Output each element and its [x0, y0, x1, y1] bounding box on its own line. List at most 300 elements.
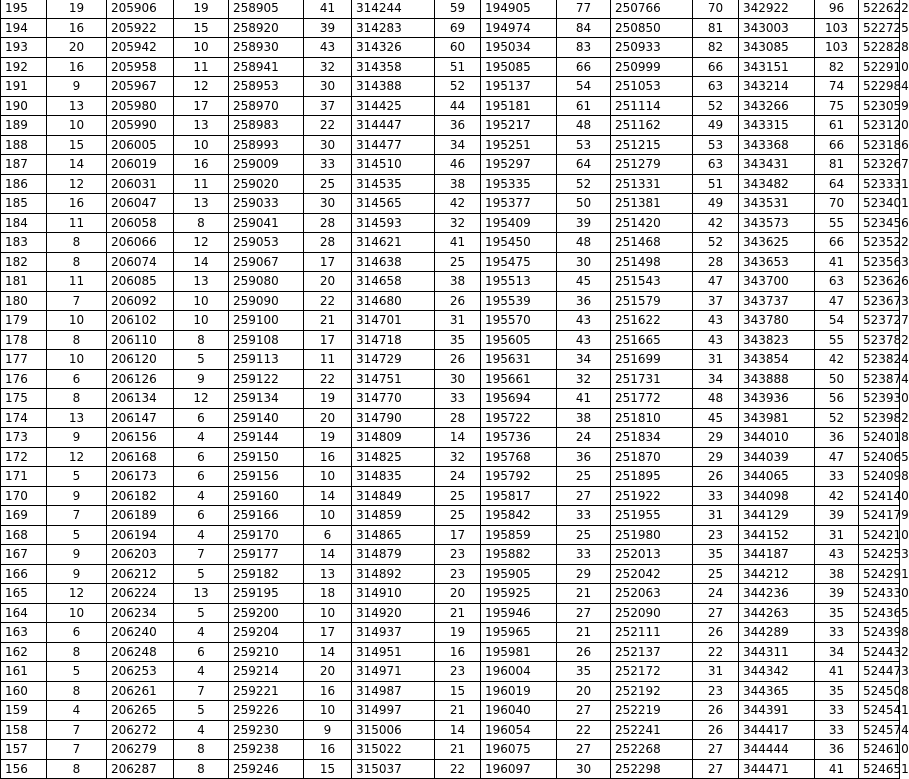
- table-cell: 182: [1, 252, 47, 272]
- table-cell: 51: [693, 174, 739, 194]
- table-cell: 251215: [611, 135, 693, 155]
- table-cell: 195842: [481, 506, 557, 526]
- table-cell: 5: [47, 662, 107, 682]
- table-cell: 70: [815, 194, 859, 214]
- table-cell: 61: [815, 116, 859, 136]
- table-cell: 13: [174, 584, 229, 604]
- table-cell: 524210: [859, 525, 900, 545]
- table-cell: 34: [693, 369, 739, 389]
- table-cell: 344391: [739, 701, 815, 721]
- table-cell: 20: [435, 584, 481, 604]
- table-cell: 157: [1, 740, 47, 760]
- table-cell: 13: [174, 194, 229, 214]
- table-cell: 524065: [859, 447, 900, 467]
- table-cell: 9: [174, 369, 229, 389]
- table-cell: 12: [174, 389, 229, 409]
- table-cell: 4: [174, 486, 229, 506]
- table-cell: 524398: [859, 623, 900, 643]
- table-cell: 159: [1, 701, 47, 721]
- table-cell: 252298: [611, 759, 693, 779]
- table-cell: 195792: [481, 467, 557, 487]
- table-cell: 33: [815, 467, 859, 487]
- table-cell: 524610: [859, 740, 900, 760]
- table-cell: 250933: [611, 38, 693, 58]
- table-cell: 16: [47, 57, 107, 77]
- table-cell: 195768: [481, 447, 557, 467]
- table-cell: 205980: [107, 96, 174, 116]
- table-cell: 206156: [107, 428, 174, 448]
- table-cell: 10: [304, 506, 352, 526]
- table-cell: 6: [174, 467, 229, 487]
- table-cell: 523626: [859, 272, 900, 292]
- table-body: [1, 0, 909, 779]
- table-cell: 178: [1, 330, 47, 350]
- table-cell: 314358: [352, 57, 435, 77]
- table-cell: 12: [174, 77, 229, 97]
- table-cell: 82: [815, 57, 859, 77]
- table-cell: 252042: [611, 564, 693, 584]
- table-cell: 9: [47, 564, 107, 584]
- table-cell: 251381: [611, 194, 693, 214]
- table-cell: 343737: [739, 291, 815, 311]
- table-cell: 343888: [739, 369, 815, 389]
- table-row: [1, 350, 900, 370]
- table-cell: 343482: [739, 174, 815, 194]
- table-cell: 25: [557, 467, 611, 487]
- table-cell: 258993: [229, 135, 304, 155]
- table-cell: 314937: [352, 623, 435, 643]
- table-cell: 34: [557, 350, 611, 370]
- table-cell: 524330: [859, 584, 900, 604]
- table-cell: 13: [47, 96, 107, 116]
- table-cell: 315006: [352, 720, 435, 740]
- table-cell: 31: [693, 506, 739, 526]
- table-cell: 51: [435, 57, 481, 77]
- table-cell: 195981: [481, 642, 557, 662]
- table-cell: 9: [47, 428, 107, 448]
- table-cell: 41: [815, 662, 859, 682]
- table-cell: 251053: [611, 77, 693, 97]
- table-cell: 195513: [481, 272, 557, 292]
- table-cell: 16: [304, 681, 352, 701]
- table-row: [1, 116, 900, 136]
- table-cell: 195925: [481, 584, 557, 604]
- table-cell: 5: [47, 467, 107, 487]
- table-cell: 343368: [739, 135, 815, 155]
- table-cell: 252137: [611, 642, 693, 662]
- table-cell: 27: [693, 740, 739, 760]
- table-cell: 22: [304, 116, 352, 136]
- table-cell: 251468: [611, 233, 693, 253]
- table-cell: 259182: [229, 564, 304, 584]
- table-cell: 8: [174, 330, 229, 350]
- table-cell: 524179: [859, 506, 900, 526]
- table-cell: 314987: [352, 681, 435, 701]
- table-cell: 523401: [859, 194, 900, 214]
- table-cell: 206261: [107, 681, 174, 701]
- table-cell: 14: [304, 642, 352, 662]
- table-cell: 31: [693, 350, 739, 370]
- table-cell: 32: [435, 213, 481, 233]
- table-cell: 6: [174, 506, 229, 526]
- table-cell: 523727: [859, 311, 900, 331]
- table-cell: 195817: [481, 486, 557, 506]
- table-cell: 39: [557, 213, 611, 233]
- table-cell: 314425: [352, 96, 435, 116]
- table-cell: 28: [304, 213, 352, 233]
- table-cell: 36: [435, 116, 481, 136]
- table-cell: 37: [304, 96, 352, 116]
- table-cell: 25: [557, 525, 611, 545]
- table-cell: 169: [1, 506, 47, 526]
- table-cell: 206265: [107, 701, 174, 721]
- table-cell: 15: [174, 18, 229, 38]
- table-cell: 47: [815, 291, 859, 311]
- table-cell: 206147: [107, 408, 174, 428]
- table-cell: 196054: [481, 720, 557, 740]
- table-cell: 259020: [229, 174, 304, 194]
- table-cell: 22: [304, 291, 352, 311]
- table-cell: 196097: [481, 759, 557, 779]
- table-cell: 29: [557, 564, 611, 584]
- table-cell: 192: [1, 57, 47, 77]
- table-cell: 25: [435, 252, 481, 272]
- table-cell: 195475: [481, 252, 557, 272]
- table-cell: 64: [557, 155, 611, 175]
- table-cell: 42: [815, 486, 859, 506]
- table-cell: 195034: [481, 38, 557, 58]
- table-row: [1, 38, 900, 58]
- table-cell: 195137: [481, 77, 557, 97]
- table-cell: 52: [557, 174, 611, 194]
- table-cell: 250766: [611, 0, 693, 18]
- table-cell: 259238: [229, 740, 304, 760]
- table-cell: 28: [693, 252, 739, 272]
- table-cell: 156: [1, 759, 47, 779]
- table-cell: 314621: [352, 233, 435, 253]
- table-cell: 9: [304, 720, 352, 740]
- table-cell: 50: [557, 194, 611, 214]
- table-cell: 259041: [229, 213, 304, 233]
- table-row: [1, 623, 900, 643]
- table-cell: 160: [1, 681, 47, 701]
- table-cell: 251114: [611, 96, 693, 116]
- table-cell: 258930: [229, 38, 304, 58]
- table-cell: 196075: [481, 740, 557, 760]
- table-cell: 5: [174, 701, 229, 721]
- table-cell: 523267: [859, 155, 900, 175]
- table-cell: 206110: [107, 330, 174, 350]
- table-cell: 259214: [229, 662, 304, 682]
- table-row: [1, 96, 900, 116]
- table-cell: 523059: [859, 96, 900, 116]
- table-cell: 251772: [611, 389, 693, 409]
- table-cell: 10: [174, 135, 229, 155]
- table-cell: 28: [435, 408, 481, 428]
- table-cell: 36: [557, 291, 611, 311]
- table-cell: 41: [815, 759, 859, 779]
- table-cell: 195736: [481, 428, 557, 448]
- table-cell: 4: [47, 701, 107, 721]
- table-row: [1, 662, 900, 682]
- table-cell: 33: [435, 389, 481, 409]
- table-cell: 26: [693, 467, 739, 487]
- table-cell: 12: [47, 447, 107, 467]
- table-cell: 162: [1, 642, 47, 662]
- table-cell: 21: [435, 740, 481, 760]
- table-cell: 26: [693, 701, 739, 721]
- table-cell: 259150: [229, 447, 304, 467]
- table-cell: 43: [557, 311, 611, 331]
- table-cell: 17: [304, 623, 352, 643]
- table-cell: 314680: [352, 291, 435, 311]
- table-cell: 69: [435, 18, 481, 38]
- table-cell: 252013: [611, 545, 693, 565]
- table-cell: 206066: [107, 233, 174, 253]
- table-cell: 523673: [859, 291, 900, 311]
- table-cell: 27: [557, 740, 611, 760]
- table-cell: 259226: [229, 701, 304, 721]
- table-cell: 315037: [352, 759, 435, 779]
- table-cell: 206240: [107, 623, 174, 643]
- table-cell: 66: [815, 135, 859, 155]
- table-cell: 251895: [611, 467, 693, 487]
- table-cell: 4: [174, 428, 229, 448]
- table-row: [1, 272, 900, 292]
- table-cell: 251420: [611, 213, 693, 233]
- table-cell: 27: [557, 701, 611, 721]
- table-cell: 7: [47, 740, 107, 760]
- table-cell: 35: [557, 662, 611, 682]
- table-cell: 17: [435, 525, 481, 545]
- table-cell: 195335: [481, 174, 557, 194]
- table-cell: 5: [174, 350, 229, 370]
- table-cell: 38: [435, 272, 481, 292]
- table-cell: 30: [304, 135, 352, 155]
- table-cell: 195570: [481, 311, 557, 331]
- table-cell: 524098: [859, 467, 900, 487]
- table-cell: 20: [557, 681, 611, 701]
- table-cell: 314701: [352, 311, 435, 331]
- table-cell: 206005: [107, 135, 174, 155]
- table-cell: 524432: [859, 642, 900, 662]
- table-cell: 252111: [611, 623, 693, 643]
- table-cell: 103: [815, 38, 859, 58]
- table-cell: 6: [47, 369, 107, 389]
- table-cell: 7: [174, 681, 229, 701]
- table-cell: 43: [693, 311, 739, 331]
- table-cell: 8: [47, 759, 107, 779]
- table-cell: 344039: [739, 447, 815, 467]
- table-cell: 15: [47, 135, 107, 155]
- table-cell: 66: [815, 233, 859, 253]
- table-cell: 252090: [611, 603, 693, 623]
- table-cell: 251498: [611, 252, 693, 272]
- table-cell: 8: [47, 252, 107, 272]
- table-cell: 259166: [229, 506, 304, 526]
- table-cell: 183: [1, 233, 47, 253]
- table-cell: 252268: [611, 740, 693, 760]
- table-cell: 206234: [107, 603, 174, 623]
- table-row: [1, 18, 900, 38]
- table-cell: 343823: [739, 330, 815, 350]
- table-cell: 27: [557, 603, 611, 623]
- table-cell: 523563: [859, 252, 900, 272]
- table-cell: 177: [1, 350, 47, 370]
- table-cell: 8: [47, 681, 107, 701]
- table-cell: 7: [174, 545, 229, 565]
- table-cell: 84: [557, 18, 611, 38]
- table-cell: 11: [174, 57, 229, 77]
- table-cell: 66: [693, 57, 739, 77]
- table-cell: 343151: [739, 57, 815, 77]
- table-row: [1, 642, 900, 662]
- table-cell: 314849: [352, 486, 435, 506]
- table-cell: 56: [815, 389, 859, 409]
- table-cell: 54: [815, 311, 859, 331]
- table-cell: 251162: [611, 116, 693, 136]
- table-cell: 344010: [739, 428, 815, 448]
- table-cell: 39: [815, 506, 859, 526]
- table-cell: 10: [304, 467, 352, 487]
- table-cell: 195377: [481, 194, 557, 214]
- table-cell: 193: [1, 38, 47, 58]
- table-cell: 344187: [739, 545, 815, 565]
- table-row: [1, 213, 900, 233]
- table-cell: 4: [174, 525, 229, 545]
- table-cell: 8: [47, 330, 107, 350]
- table-cell: 33: [693, 486, 739, 506]
- table-cell: 49: [693, 116, 739, 136]
- table-cell: 38: [557, 408, 611, 428]
- table-cell: 16: [174, 155, 229, 175]
- table-cell: 524140: [859, 486, 900, 506]
- table-cell: 195: [1, 0, 47, 18]
- table-cell: 13: [304, 564, 352, 584]
- table-cell: 30: [304, 194, 352, 214]
- table-cell: 185: [1, 194, 47, 214]
- table-cell: 195905: [481, 564, 557, 584]
- table-cell: 314825: [352, 447, 435, 467]
- table-cell: 343085: [739, 38, 815, 58]
- table-row: [1, 545, 900, 565]
- table-cell: 206189: [107, 506, 174, 526]
- table-cell: 195251: [481, 135, 557, 155]
- table-cell: 180: [1, 291, 47, 311]
- table-cell: 343625: [739, 233, 815, 253]
- table-cell: 24: [693, 584, 739, 604]
- table-row: [1, 603, 900, 623]
- table-cell: 16: [435, 642, 481, 662]
- table-cell: 259170: [229, 525, 304, 545]
- table-cell: 522622: [859, 0, 900, 18]
- table-cell: 42: [435, 194, 481, 214]
- table-cell: 191: [1, 77, 47, 97]
- table-cell: 206173: [107, 467, 174, 487]
- table-cell: 206212: [107, 564, 174, 584]
- table-cell: 53: [557, 135, 611, 155]
- table-cell: 19: [304, 428, 352, 448]
- table-cell: 205958: [107, 57, 174, 77]
- table-cell: 35: [815, 603, 859, 623]
- table-cell: 195694: [481, 389, 557, 409]
- table-cell: 251279: [611, 155, 693, 175]
- table-row: [1, 428, 900, 448]
- table-cell: 524508: [859, 681, 900, 701]
- table-cell: 251543: [611, 272, 693, 292]
- table-cell: 522984: [859, 77, 900, 97]
- table-cell: 163: [1, 623, 47, 643]
- table-cell: 206194: [107, 525, 174, 545]
- table-cell: 342922: [739, 0, 815, 18]
- table-cell: 314920: [352, 603, 435, 623]
- table-cell: 43: [304, 38, 352, 58]
- table-cell: 10: [174, 311, 229, 331]
- table-cell: 9: [47, 486, 107, 506]
- table-cell: 186: [1, 174, 47, 194]
- table-cell: 166: [1, 564, 47, 584]
- table-cell: 30: [557, 252, 611, 272]
- table-cell: 6: [174, 642, 229, 662]
- table-cell: 10: [47, 350, 107, 370]
- table-cell: 60: [435, 38, 481, 58]
- table-cell: 7: [47, 506, 107, 526]
- table-cell: 29: [693, 428, 739, 448]
- table-cell: 36: [815, 428, 859, 448]
- table-cell: 251955: [611, 506, 693, 526]
- table-cell: 188: [1, 135, 47, 155]
- table-cell: 6: [304, 525, 352, 545]
- table-cell: 26: [435, 291, 481, 311]
- table-cell: 259080: [229, 272, 304, 292]
- table-cell: 259204: [229, 623, 304, 643]
- table-cell: 32: [557, 369, 611, 389]
- table-cell: 33: [815, 623, 859, 643]
- table-cell: 37: [693, 291, 739, 311]
- table-cell: 196004: [481, 662, 557, 682]
- table-cell: 206168: [107, 447, 174, 467]
- table-cell: 12: [174, 233, 229, 253]
- table-cell: 206031: [107, 174, 174, 194]
- table-cell: 258920: [229, 18, 304, 38]
- table-cell: 42: [693, 213, 739, 233]
- table-cell: 42: [815, 350, 859, 370]
- table-cell: 15: [304, 759, 352, 779]
- table-cell: 252219: [611, 701, 693, 721]
- table-cell: 19: [304, 389, 352, 409]
- table-cell: 195297: [481, 155, 557, 175]
- table-cell: 523331: [859, 174, 900, 194]
- table-cell: 12: [47, 584, 107, 604]
- table-cell: 206047: [107, 194, 174, 214]
- table-cell: 59: [435, 0, 481, 18]
- table-cell: 259134: [229, 389, 304, 409]
- table-cell: 7: [47, 291, 107, 311]
- table-cell: 36: [815, 740, 859, 760]
- table-cell: 314388: [352, 77, 435, 97]
- table-cell: 36: [557, 447, 611, 467]
- table-cell: 17: [304, 252, 352, 272]
- table-cell: 344289: [739, 623, 815, 643]
- table-cell: 103: [815, 18, 859, 38]
- table-cell: 344098: [739, 486, 815, 506]
- table-cell: 35: [435, 330, 481, 350]
- table-cell: 314892: [352, 564, 435, 584]
- table-cell: 314658: [352, 272, 435, 292]
- table-cell: 13: [174, 116, 229, 136]
- table-cell: 30: [557, 759, 611, 779]
- table-cell: 44: [435, 96, 481, 116]
